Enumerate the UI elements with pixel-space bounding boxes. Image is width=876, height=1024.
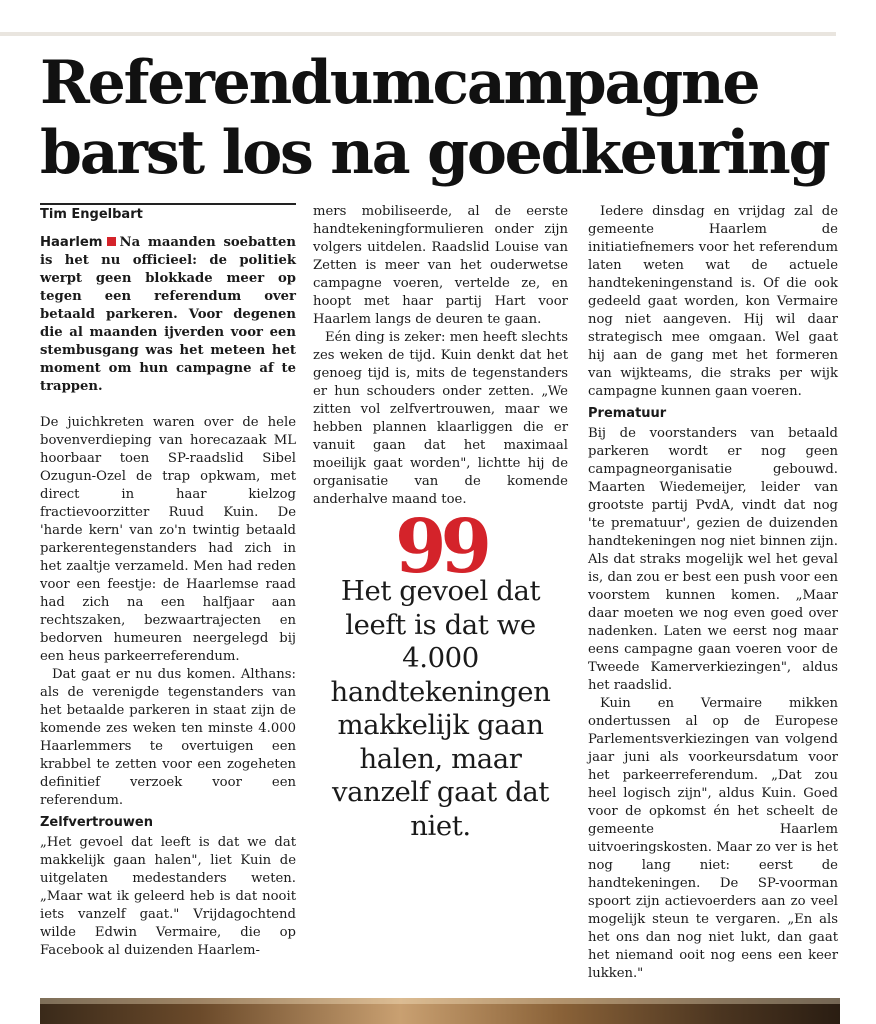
top-rule [0,32,836,36]
red-square-icon [107,237,116,246]
pull-quote [313,504,568,843]
subhead-zelfvertrouwen: Zelfvertrouwen [40,815,153,830]
byline: Tim Engelbart [40,207,143,222]
headline [40,48,840,188]
lead-paragraph [40,234,296,396]
body-paragraph: Kuin en Vermaire mikken ondertussen al op de Europese Parlementsverkiezingen van volgend jaar juni als voorkeursdatum voor het parkeerreferendum. „Dat zou heel logisch zijn", aldus Kuin. Goed voor de opkomst én het scheelt de gemeente Haarlem uitvoeringskosten. Maar zo ver is het nog lang niet: eerst de handtekeningen. De SP-voorman spoort zijn actievoerders aan zo veel mogelijk steun te vergaren. „En als het ons dan nog niet lukt, dan gaat het niemand ooit nog eens een keer lukken." [588,696,838,981]
body-paragraph: mers mobiliseerde, al de eerste handtekeningformulieren onder zijn volgers uitdelen. Raadslid Louise van Zetten is meer van het ouderwetse campagne voeren, vertelde ze, en hoopt met haar partij Hart voor Haarlem langs de deuren te gaan. [313,204,568,327]
pull-quote-text: Het gevoel dat leeft is dat we 4.000 handtekeningen makkelijk gaan halen, maar vanzelf gaat dat niet. [330,575,551,842]
headline-line-2: barst los na goedkeuring [40,118,829,188]
article-column-3 [588,203,838,983]
body-paragraph: Dat gaat er nu dus komen. Althans: als de verenigde tegenstanders van het betaalde parkeren in staat zijn de komende zes weken ten minste 4.000 Haarlemmers te overtuigen een krabbel te zetten voor een zogeheten definitief verzoek voor een referendum. [40,667,296,808]
dateline: Haarlem [40,235,103,250]
subhead-prematuur: Prematuur [588,406,667,421]
body-paragraph: Eén ding is zeker: men heeft slechts zes weken de tijd. Kuin denkt dat het genoeg tijd is, mits de tegenstanders er hun schouders onder zetten. „We zitten vol zelfvertrouwen, maar we hebben plannen klaarliggen die er vanuit gaan dat het maximaal moeilijk gaat worden", lichtte hij de organisatie van de komende anderhalve maand toe. [313,330,568,507]
body-paragraph: „Het gevoel dat leeft is dat we dat makkelijk gaan halen", liet Kuin de uitgelaten medestanders weten. „Maar wat ik geleerd heb is dat nooit iets vanzelf gaat." Vrijdagochtend wilde Edwin Vermaire, die op Facebook al duizenden Haarlem- [40,835,296,958]
body-paragraph: Bij de voorstanders van betaald parkeren wordt er nog geen campagneorganisatie gebouwd. Maarten Wiedemeijer, leider van grootste partij PvdA, vindt dat nog 'te prematuur', gezien de duizenden handtekeningen nog niet binnen zijn. Als dat straks mogelijk wel het geval is, dan zou er best een push voor een voorstem kunnen komen. „Maar daar moeten we nog even goed over nadenken. Laten we eerst nog maar eens campagne gaan voeren voor de Tweede Kamerverkiezingen", aldus het raadslid. [588,426,838,693]
quote-mark-icon: 99 [395,504,486,590]
headline-line-1: Referendumcampagne [40,48,759,118]
lead-text: Na maanden soebatten is het nu officieel: de politiek werpt geen blokkade meer op tegen een referendum over betaald parkeren. Voor degenen die al maanden ijverden voor een stembusgang was het meteen het moment om hun campagne af te trappen. [40,235,296,394]
body-paragraph: De juichkreten waren over de hele bovenverdieping van horecazaak ML hoorbaar toen SP-raadslid Sibel Ozugun-Ozel de trap opkwam, met direct in haar kielzog fractievoorzitter Ruud Kuin. De 'harde kern' van zo'n twintig betaald parkerentegenstanders had zich in het zaaltje verzameld. Men had reden voor een feestje: de Haarlemse raad had zich na een halfjaar aan rechtszaken, bezwaartrajecten en bedorven humeuren neergelegd bij een heus parkeerreferendum. [40,415,296,664]
article-column-1 [40,203,296,960]
byline-rule [40,203,296,223]
body-paragraph: Iedere dinsdag en vrijdag zal de gemeente Haarlem de initiatiefnemers voor het referendum laten weten wat de actuele handtekeningenstand is. Of die ook gedeeld gaat worden, kon Vermaire nog niet aangeven. Hij wil daar strategisch mee omgaan. Wel gaat hij aan de gang met het formeren van wijkteams, die straks per wijk campagne kunnen gaan voeren. [588,204,838,399]
photo-strip [40,998,840,1024]
article-column-2 [313,203,568,509]
